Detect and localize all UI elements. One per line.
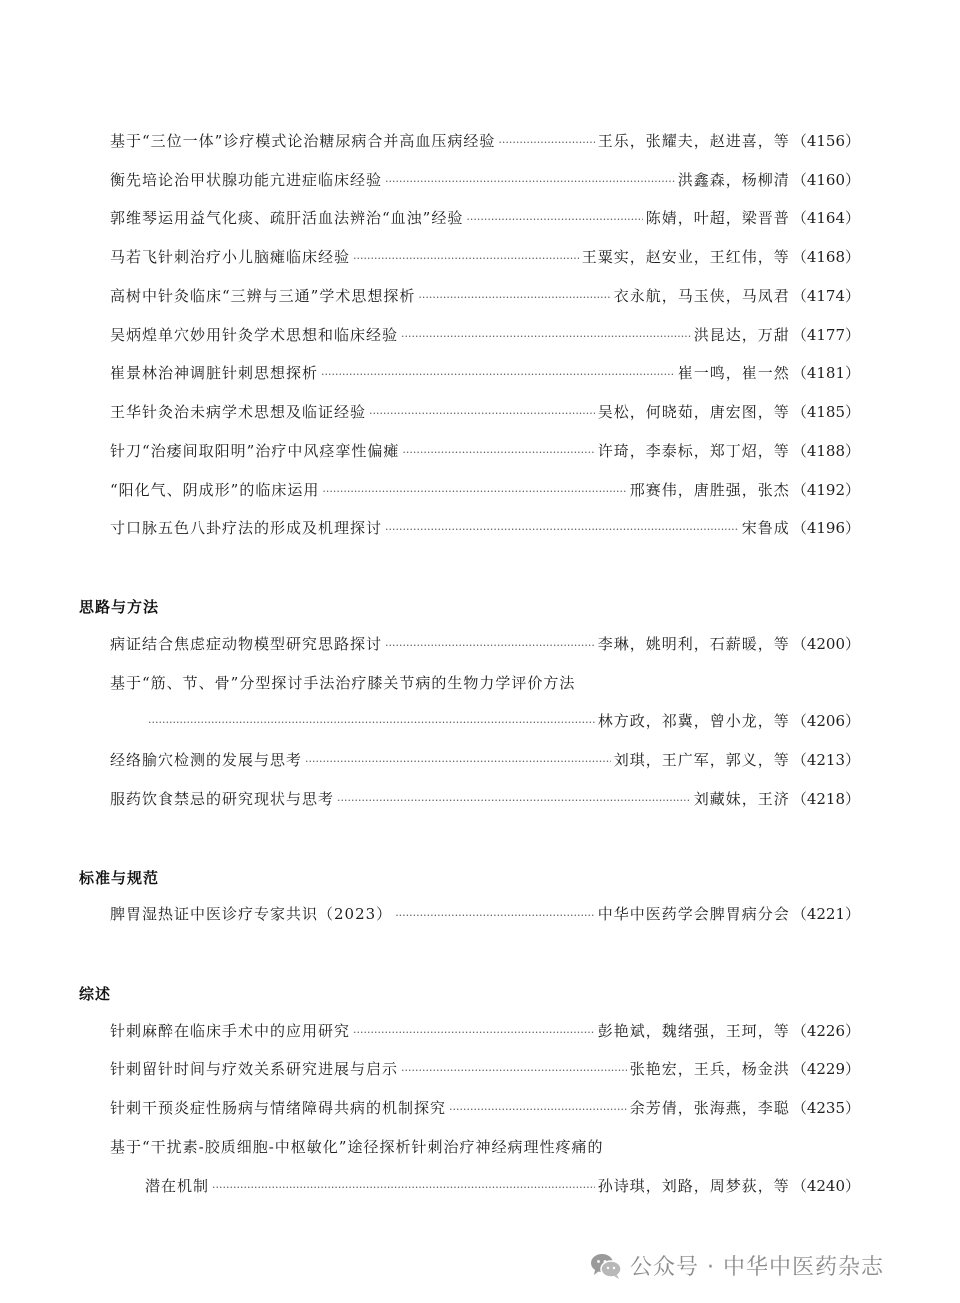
entry-title: 王华针灸治未病学术思想及临证经验: [110, 403, 367, 421]
entry-page: （4200）: [791, 635, 860, 653]
entry-authors: 王乐，张耀夫，赵进喜，等: [597, 132, 790, 150]
toc-entry-continuation[interactable]: [145, 711, 860, 733]
entry-title: 高树中针灸临床“三辨与三通”学术思想探析: [110, 287, 416, 305]
entry-title-continuation: 潜在机制: [145, 1177, 210, 1195]
entry-page: （4213）: [791, 751, 860, 769]
section-heading: 标准与规范: [79, 869, 160, 887]
entry-title: 寸口脉五色八卦疗法的形成及机理探讨: [110, 519, 383, 537]
entry-title: 衡先培论治甲状腺功能亢进症临床经验: [110, 171, 383, 189]
entry-authors: 邢赛伟，唐胜强，张杰: [629, 481, 790, 499]
wechat-icon: [590, 1252, 622, 1280]
entry-title: 马若飞针刺治疗小儿脑瘫临床经验: [110, 248, 351, 266]
entry-page: （4188）: [791, 442, 860, 460]
dot-leader: [148, 713, 595, 733]
toc-entry[interactable]: [110, 750, 860, 772]
toc-entry[interactable]: [110, 1021, 860, 1043]
entry-title[interactable]: 基于“干扰素-胶质细胞-中枢敏化”途径探析针刺治疗神经病理性疼痛的: [110, 1138, 604, 1156]
entry-authors: 孙诗琪，刘路，周梦荻，等: [597, 1177, 790, 1195]
entry-page: （4218）: [791, 790, 860, 808]
toc-entry[interactable]: [110, 402, 860, 424]
entry-page: （4196）: [791, 519, 860, 537]
dot-leader: [369, 404, 595, 424]
toc-entry[interactable]: [110, 634, 860, 656]
toc-entry[interactable]: [110, 131, 860, 153]
entry-title: 经络腧穴检测的发展与思考: [110, 751, 303, 769]
entry-authors: 许琦，李泰标，郑丁炤，等: [597, 442, 790, 460]
entry-title: 病证结合焦虑症动物模型研究思路探讨: [110, 635, 383, 653]
dot-leader: [385, 520, 739, 540]
entry-authors: 洪鑫森，杨柳清: [677, 171, 790, 189]
toc-entry[interactable]: [110, 1098, 860, 1120]
entry-page: （4164）: [791, 209, 860, 227]
watermark-text: 公众号 · 中华中医药杂志: [630, 1255, 884, 1280]
dot-leader: [353, 1023, 595, 1043]
dot-leader: [305, 752, 611, 772]
dot-leader: [498, 133, 594, 153]
toc-entry[interactable]: [110, 441, 860, 463]
dot-leader: [449, 1100, 627, 1120]
entry-title: 针刺干预炎症性肠病与情绪障碍共病的机制探究: [110, 1099, 447, 1117]
dot-leader: [395, 906, 595, 926]
dot-leader: [401, 1061, 627, 1081]
entry-page: （4206）: [791, 712, 860, 730]
entry-title: 服药饮食禁忌的研究现状与思考: [110, 790, 335, 808]
entry-page: （4168）: [791, 248, 860, 266]
toc-entry[interactable]: [110, 480, 860, 502]
entry-page: （4160）: [791, 171, 860, 189]
entry-authors: 林方政，祁冀，曾小龙，等: [597, 712, 790, 730]
entry-authors: 宋鲁成: [741, 519, 790, 537]
dot-leader: [466, 210, 642, 230]
entry-title: 脾胃湿热证中医诊疗专家共识（2023）: [110, 905, 393, 923]
entry-authors: 衣永航，马玉侠，马凤君: [613, 287, 790, 305]
toc-entry[interactable]: [110, 904, 860, 926]
toc-entry-continuation[interactable]: [145, 1176, 860, 1198]
toc-entry[interactable]: [110, 286, 860, 308]
entry-title: 针刺麻醉在临床手术中的应用研究: [110, 1022, 351, 1040]
entry-title[interactable]: 基于“筋、节、骨”分型探讨手法治疗膝关节病的生物力学评价方法: [110, 674, 576, 692]
entry-title: “阳化气、阴成形”的临床运用: [110, 481, 320, 499]
toc-entry[interactable]: [110, 208, 860, 230]
entry-authors: 吴松，何晓茹，唐宏图，等: [597, 403, 790, 421]
entry-authors: 刘琪，王广军，郭义，等: [613, 751, 790, 769]
toc-entry[interactable]: [110, 325, 860, 347]
entry-page: （4192）: [791, 481, 860, 499]
dot-leader: [321, 365, 675, 385]
entry-authors: 彭艳斌，魏绪强，王珂，等: [597, 1022, 790, 1040]
entry-page: （4229）: [791, 1060, 860, 1078]
entry-page: （4156）: [791, 132, 860, 150]
entry-authors: 李琳，姚明利，石薪暖，等: [597, 635, 790, 653]
dot-leader: [385, 636, 595, 656]
entry-authors: 陈婧，叶超，梁晋普: [645, 209, 790, 227]
entry-page: （4174）: [791, 287, 860, 305]
entry-title: 针刀“治痿间取阳明”治疗中风痉挛性偏瘫: [110, 442, 400, 460]
dot-leader: [418, 288, 610, 308]
toc-entry[interactable]: [110, 518, 860, 540]
toc-entry[interactable]: [110, 363, 860, 385]
toc-entry[interactable]: [110, 170, 860, 192]
watermark: [590, 1250, 884, 1281]
entry-title: 基于“三位一体”诊疗模式论治糖尿病合并高血压病经验: [110, 132, 496, 150]
entry-page: （4221）: [791, 905, 860, 923]
entry-authors: 张艳宏，王兵，杨金洪: [629, 1060, 790, 1078]
dot-leader: [401, 327, 691, 347]
entry-title: 吴炳煌单穴妙用针灸学术思想和临床经验: [110, 326, 399, 344]
dot-leader: [353, 249, 579, 269]
entry-authors: 刘藏妹，王济: [693, 790, 790, 808]
entry-authors: 崔一鸣，崔一然: [677, 364, 790, 382]
entry-title: 崔景林治神调脏针刺思想探析: [110, 364, 319, 382]
entry-page: （4235）: [791, 1099, 860, 1117]
entry-page: （4177）: [791, 326, 860, 344]
section-heading: 综述: [79, 985, 112, 1003]
entry-authors: 洪昆达，万甜: [693, 326, 790, 344]
entry-authors: 王粟实，赵安业，王红伟，等: [581, 248, 790, 266]
entry-title: 针刺留针时间与疗效关系研究进展与启示: [110, 1060, 399, 1078]
entry-page: （4240）: [791, 1177, 860, 1195]
toc-entry[interactable]: [110, 789, 860, 811]
dot-leader: [322, 482, 626, 502]
dot-leader: [212, 1178, 595, 1198]
toc-entry[interactable]: [110, 247, 860, 269]
entry-authors: 余芳倩，张海燕，李聪: [629, 1099, 790, 1117]
entry-authors: 中华中医药学会脾胃病分会: [597, 905, 790, 923]
dot-leader: [385, 172, 675, 192]
section-heading: 思路与方法: [79, 598, 160, 616]
entry-page: （4181）: [791, 364, 860, 382]
dot-leader: [337, 791, 691, 811]
toc-entry[interactable]: [110, 1059, 860, 1081]
entry-page: （4226）: [791, 1022, 860, 1040]
entry-page: （4185）: [791, 403, 860, 421]
entry-title: 郭维琴运用益气化痰、疏肝活血法辨治“血浊”经验: [110, 209, 464, 227]
dot-leader: [402, 443, 594, 463]
